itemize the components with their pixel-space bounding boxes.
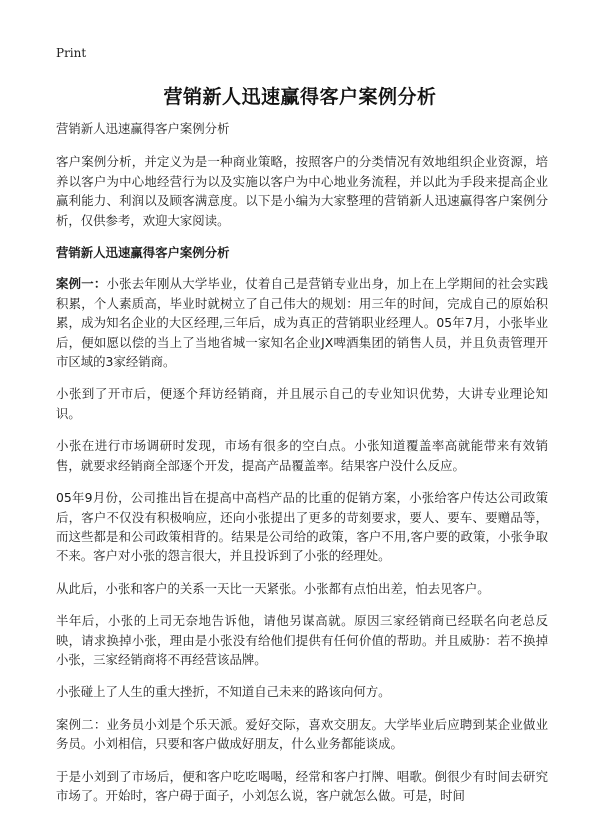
body-paragraph: 半年后，小张的上司无奈地告诉他，请他另谋高就。原因三家经销商已经联名向老总反映，请求换掉小张，理由是小张没有给他们提供有任何价值的帮助。并且威胁：若不换掉小张，三家经销商将不再经营该品牌。: [56, 613, 548, 667]
body-paragraph: 案例二：业务员小刘是个乐天派。爱好交际，喜欢交朋友。大学毕业后应聘到某企业做业务员。小刘相信，只要和客户做成好朋友，什么业务都能谈成。: [56, 716, 548, 752]
section-heading: 营销新人迅速赢得客户案例分析: [56, 245, 230, 261]
intro-paragraph: 客户案例分析，并定义为是一种商业策略，按照客户的分类情况有效地组织企业资源，培养以客户为中心地经营行为以及实施以客户为中心地业务流程，并以此为手段来提高企业赢利能力、利润以及顾客满意度。以下是小编为大家整理的营销新人迅速赢得客户案例分析，仅供参考，欢迎大家阅读。: [56, 154, 548, 228]
case1-label: 案例一：: [56, 276, 107, 292]
print-link[interactable]: Print: [56, 46, 87, 60]
article-body: [56, 119, 548, 818]
body-paragraph: 于是小刘到了市场后，便和客户吃吃喝喝，经常和客户打牌、唱歌。倒很少有时间去研究市场了。开始时，客户碍于面子，小刘怎么说，客户就怎么做。可是，时间: [56, 768, 548, 803]
body-paragraph: 05年9月份，公司推出旨在提高中高档产品的比重的促销方案，小张给客户传达公司政策后，客户不仅没有积极响应，还向小张提出了更多的苛刻要求，要人、要车、要赠品等，而这些都是和公司政策相背的。结果是公司给的政策，客户不用,客户要的政策，小张争取不来。客户对小张的怨言很大，并且投诉到了小张的经理处。: [56, 490, 548, 564]
body-paragraph: 小张碰上了人生的重大挫折，不知道自己未来的路该向何方。: [56, 684, 391, 700]
page-title: 营销新人迅速赢得客户案例分析: [163, 86, 437, 108]
body-paragraph: 小张到了开市后，便逐个拜访经销商，并且展示自己的专业知识优势，大讲专业理论知识。: [56, 386, 548, 421]
case1-text: 小张去年刚从大学毕业，仗着自己是营销专业出身，加上在上学期间的社会实践积累，个人素质高，毕业时就树立了自己伟大的规划：用三年的时间，完成自己的原始积累，成为知名企业的大区经理,三年后，成为真正的营销职业经理人。05年7月，小张毕业后，便如愿以偿的当上了当地省城一家知名企业JX啤酒集团的销售人员，并且负责管理开市区域的3家经销商。: [56, 276, 549, 370]
body-paragraph: 从此后，小张和客户的关系一天比一天紧张。小张都有点怕出差，怕去见客户。: [56, 580, 490, 596]
article-subtitle: 营销新人迅速赢得客户案例分析: [56, 121, 230, 136]
case1-paragraph: [56, 274, 548, 371]
body-paragraph: 小张在进行市场调研时发现，市场有很多的空白点。小张知道覆盖率高就能带来有效销售，就要求经销商全部逐个开发，提高产品覆盖率。结果客户没什么反应。: [56, 438, 548, 473]
